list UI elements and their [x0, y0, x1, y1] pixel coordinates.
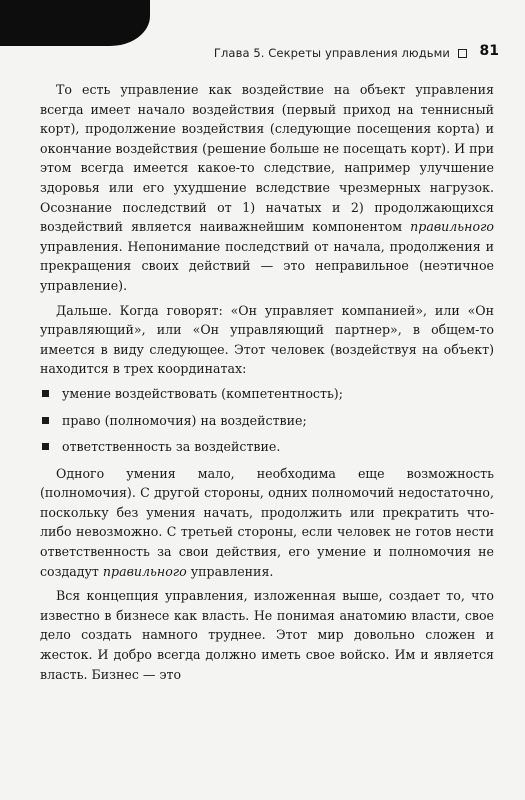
running-header	[185, 46, 467, 60]
paragraph-3: Одного умения мало, необходима еще возможность (полномочия). С другой стороны, одних полномочий недостаточно, поскольку без умения начать, продолжить или прекратить что-либо невозможно. С третьей стороны, если человек не готов нести ответственность за свои действия, его умение и полномочия не создадут правильного управления.	[40, 465, 494, 579]
body-text	[40, 80, 494, 689]
chapter-title: Глава 5. Секреты управления людьми	[213, 46, 450, 60]
bullet-list	[40, 384, 494, 457]
bullet-icon	[42, 390, 49, 397]
bullet-icon	[42, 417, 49, 424]
scan-shadow	[0, 0, 150, 46]
list-item: умение воздействовать (компетентность);	[40, 384, 494, 404]
paragraph-1: То есть управление как воздействие на объект управления всегда имеет начало воздействия (первый приход на теннисный корт), продолжение воздействия (следующие посещения корта) и окончание воздействия (решение больше не посещать корт). И при этом всегда имеется какое-то следствие, например улучшение здоровья или его ухудшение вследствие чрезмерных нагрузок. Осознание последствий от 1) начатых и 2) продолжающихся воздействий является наиважнейшим компонентом правильного управления. Непонимание последствий от начала, продолжения и прекращения своих действий — это неправильное (неэтичное управление).	[40, 82, 494, 293]
list-item: ответственность за воздействие.	[40, 437, 494, 457]
bullet-icon	[42, 443, 49, 450]
paragraph-2: Дальше. Когда говорят: «Он управляет компанией», или «Он управляющий», или «Он управляющий партнер», в общем-то имеется в виду следующее. Этот человек (воздействуя на объект) находится в трех координатах:	[40, 302, 494, 377]
header-square-icon	[458, 49, 467, 58]
list-item: право (полномочия) на воздействие;	[40, 411, 494, 431]
page-number: 81	[479, 43, 499, 59]
emphasis-text: правильного	[102, 563, 187, 579]
emphasis-text: правильного	[410, 219, 494, 235]
paragraph-4: Вся концепция управления, изложенная выше, создает то, что известно в бизнесе как власть. Не понимая анатомию власти, свое дело создать намного труднее. Этот мир довольно сложен и жесток. И добро всегда должно иметь свое войско. Им и является власть. Бизнес — это	[40, 588, 494, 682]
